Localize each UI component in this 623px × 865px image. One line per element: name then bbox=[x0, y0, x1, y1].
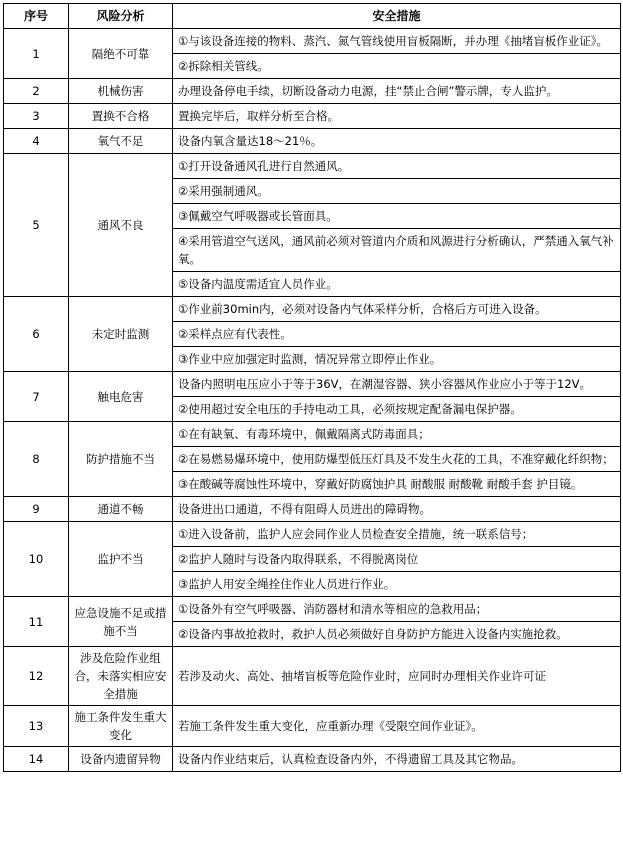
safety-measure: ②采样点应有代表性。 bbox=[173, 322, 621, 347]
row-number: 9 bbox=[4, 497, 69, 522]
safety-measure: ②拆除相关管线。 bbox=[173, 54, 621, 79]
safety-measure: ①设备外有空气呼吸器、消防器材和清水等相应的急救用品； bbox=[173, 597, 621, 622]
row-number: 1 bbox=[4, 29, 69, 79]
risk-analysis: 涉及危险作业组合，未落实相应安全措施 bbox=[69, 647, 173, 706]
safety-measure: ①进入设备前，监护人应会同作业人员检查安全措施，统一联系信号； bbox=[173, 522, 621, 547]
table-row bbox=[4, 706, 621, 747]
row-number: 6 bbox=[4, 297, 69, 372]
header-row bbox=[4, 4, 621, 29]
safety-measure: ③监护人用安全绳拴住作业人员进行作业。 bbox=[173, 572, 621, 597]
safety-measure: ①与该设备连接的物料、蒸汽、氮气管线使用盲板隔断，并办理《抽堵盲板作业证》。 bbox=[173, 29, 621, 54]
table-row bbox=[4, 372, 621, 397]
safety-measure: ⑤设备内温度需适宜人员作业。 bbox=[173, 272, 621, 297]
risk-analysis: 应急设施不足或措施不当 bbox=[69, 597, 173, 647]
safety-measure: 设备内作业结束后，认真检查设备内外，不得遗留工具及其它物品。 bbox=[173, 747, 621, 772]
table-row bbox=[4, 29, 621, 54]
safety-measure: 若施工条件发生重大变化，应重新办理《受限空间作业证》。 bbox=[173, 706, 621, 747]
table-row bbox=[4, 747, 621, 772]
risk-analysis: 防护措施不当 bbox=[69, 422, 173, 497]
table-row bbox=[4, 297, 621, 322]
safety-measure: 若涉及动火、高处、抽堵盲板等危险作业时，应同时办理相关作业许可证 bbox=[173, 647, 621, 706]
risk-analysis: 未定时监测 bbox=[69, 297, 173, 372]
table-row bbox=[4, 597, 621, 622]
risk-analysis: 机械伤害 bbox=[69, 79, 173, 104]
safety-measure: ①打开设备通风孔进行自然通风。 bbox=[173, 154, 621, 179]
safety-measure: ④采用管道空气送风，通风前必须对管道内介质和风源进行分析确认，严禁通入氧气补氧。 bbox=[173, 229, 621, 272]
safety-measure: 设备进出口通道，不得有阻碍人员进出的障碍物。 bbox=[173, 497, 621, 522]
safety-measure: ③佩戴空气呼吸器或长管面具。 bbox=[173, 204, 621, 229]
table-row bbox=[4, 497, 621, 522]
risk-analysis: 监护不当 bbox=[69, 522, 173, 597]
row-number: 5 bbox=[4, 154, 69, 297]
safety-measures-table bbox=[3, 3, 621, 772]
safety-measure: 办理设备停电手续，切断设备动力电源，挂“禁止合闸”警示牌，专人监护。 bbox=[173, 79, 621, 104]
table-row bbox=[4, 422, 621, 447]
row-number: 12 bbox=[4, 647, 69, 706]
row-number: 8 bbox=[4, 422, 69, 497]
safety-measure: ②在易燃易爆环境中，使用防爆型低压灯具及不发生火花的工具，不准穿戴化纤织物； bbox=[173, 447, 621, 472]
table-row bbox=[4, 647, 621, 706]
header-risk: 风险分析 bbox=[69, 4, 173, 29]
safety-measure: 设备内照明电压应小于等于36V，在潮湿容器、狭小容器风作业应小于等于12V。 bbox=[173, 372, 621, 397]
safety-measure: 置换完毕后，取样分析至合格。 bbox=[173, 104, 621, 129]
row-number: 7 bbox=[4, 372, 69, 422]
safety-measure: ②使用超过安全电压的手持电动工具，必须按规定配备漏电保护器。 bbox=[173, 397, 621, 422]
header-no: 序号 bbox=[4, 4, 69, 29]
table-row bbox=[4, 522, 621, 547]
row-number: 2 bbox=[4, 79, 69, 104]
risk-analysis: 氧气不足 bbox=[69, 129, 173, 154]
safety-measure: ②设备内事故抢救时，救护人员必须做好自身防护方能进入设备内实施抢救。 bbox=[173, 622, 621, 647]
risk-analysis: 隔绝不可靠 bbox=[69, 29, 173, 79]
risk-analysis: 触电危害 bbox=[69, 372, 173, 422]
safety-measure: ①在有缺氧、有毒环境中，佩戴隔离式防毒面具； bbox=[173, 422, 621, 447]
risk-analysis: 通道不畅 bbox=[69, 497, 173, 522]
safety-measure: 设备内氧含量达18～21％。 bbox=[173, 129, 621, 154]
table-row bbox=[4, 154, 621, 179]
risk-analysis: 置换不合格 bbox=[69, 104, 173, 129]
safety-measure: ②监护人随时与设备内取得联系，不得脱离岗位 bbox=[173, 547, 621, 572]
row-number: 4 bbox=[4, 129, 69, 154]
risk-analysis: 通风不良 bbox=[69, 154, 173, 297]
row-number: 11 bbox=[4, 597, 69, 647]
safety-measure: ②采用强制通风。 bbox=[173, 179, 621, 204]
risk-analysis: 设备内遗留异物 bbox=[69, 747, 173, 772]
table-row bbox=[4, 104, 621, 129]
table-row bbox=[4, 79, 621, 104]
risk-analysis: 施工条件发生重大变化 bbox=[69, 706, 173, 747]
table-row bbox=[4, 129, 621, 154]
safety-measure: ③作业中应加强定时监测，情况异常立即停止作业。 bbox=[173, 347, 621, 372]
header-measures: 安全措施 bbox=[173, 4, 621, 29]
row-number: 13 bbox=[4, 706, 69, 747]
row-number: 14 bbox=[4, 747, 69, 772]
row-number: 3 bbox=[4, 104, 69, 129]
safety-measure: ①作业前30min内，必须对设备内气体采样分析，合格后方可进入设备。 bbox=[173, 297, 621, 322]
safety-measure: ③在酸碱等腐蚀性环境中，穿戴好防腐蚀护具 耐酸服 耐酸靴 耐酸手套 护目镜。 bbox=[173, 472, 621, 497]
row-number: 10 bbox=[4, 522, 69, 597]
